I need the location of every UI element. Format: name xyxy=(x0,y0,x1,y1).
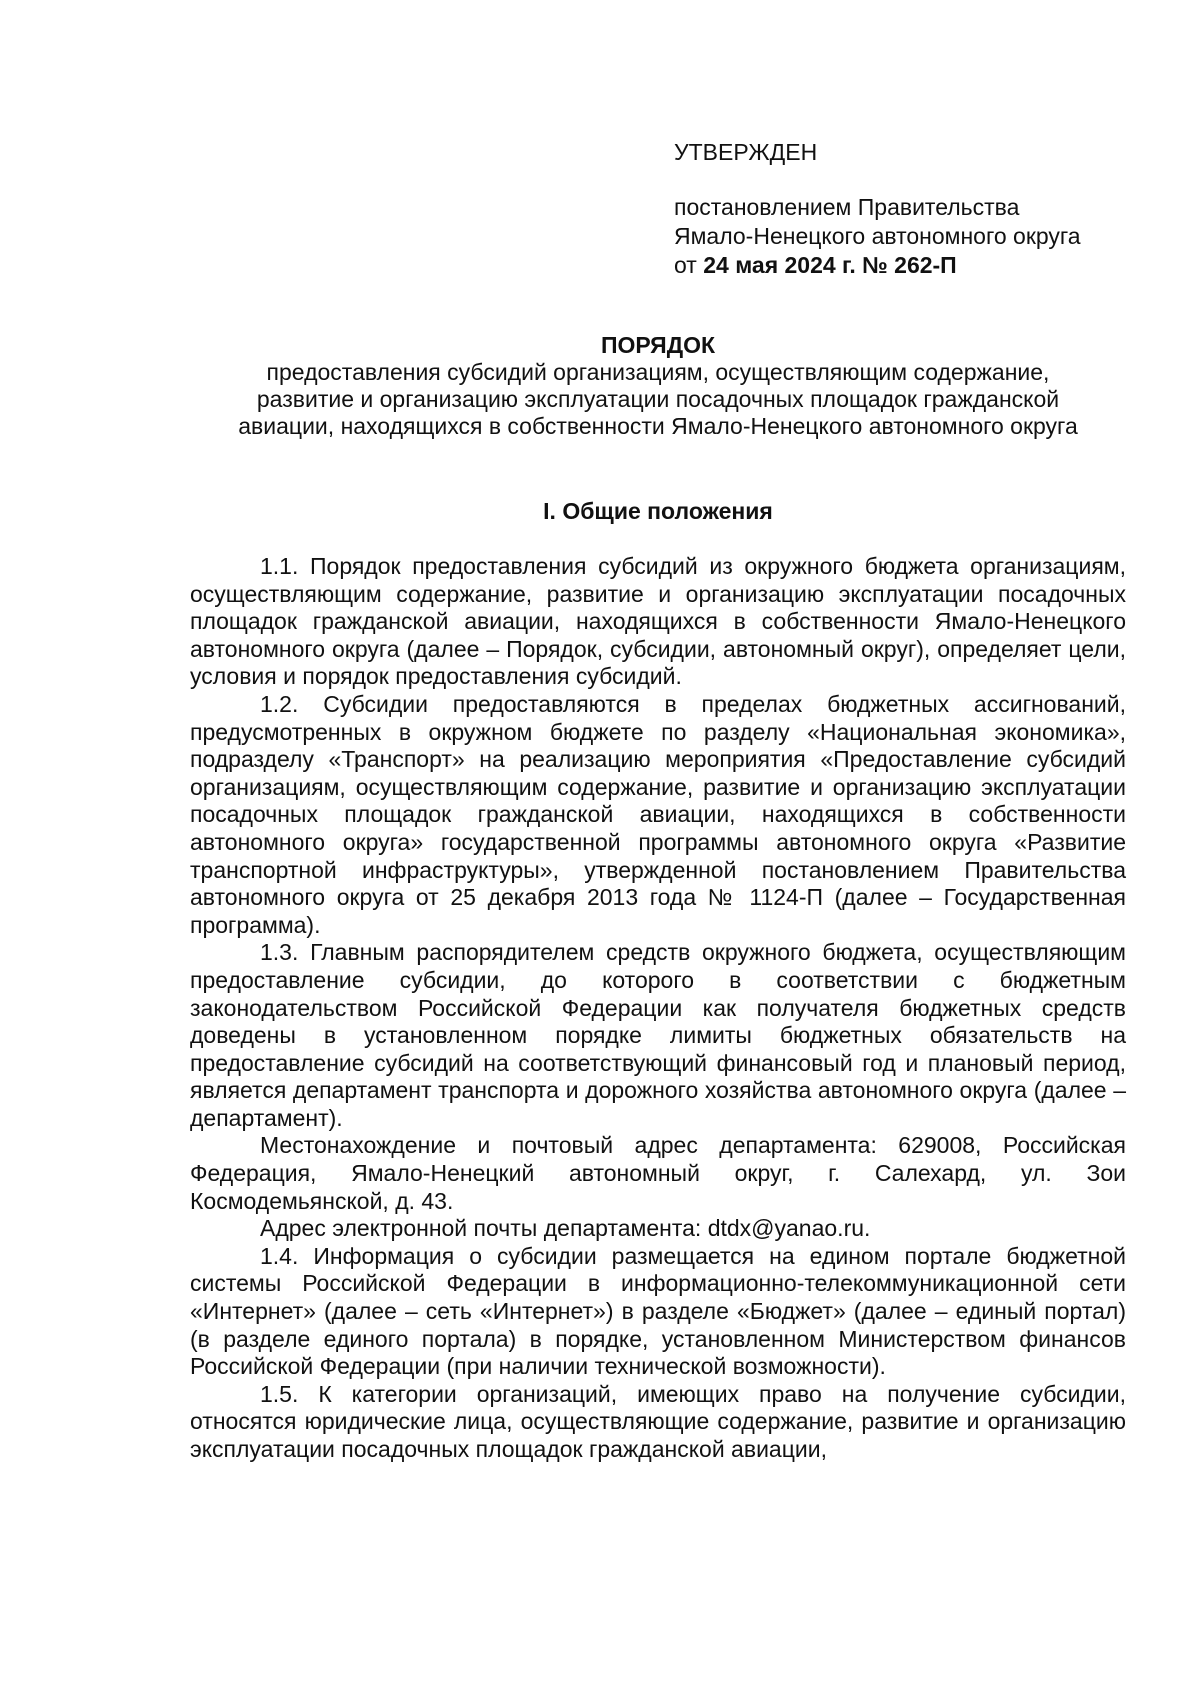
approval-date-prefix: от xyxy=(674,252,704,278)
paragraph-1-1: 1.1. Порядок предоставления субсидий из окружного бюджета организациям, осуществляющим содержание, развитие и организацию эксплуатации посадочных площадок гражданской авиации, находящихся в собственности Ямало-Ненецкого автономного округа (далее – Порядок, субсидии, автономный округ), определяет цели, условия и порядок предоставления субсидий. xyxy=(190,553,1126,690)
section-heading: I. Общие положения xyxy=(543,498,773,524)
paragraph-1-2: 1.2. Субсидии предоставляются в пределах бюджетных ассигнований, предусмотренных в окружном бюджете по разделу «Национальная экономика», подразделу «Транспорт» на реализацию мероприятия «Предоставление субсидий организациям, осуществляющим содержание, развитие и организацию эксплуатации посадочных площадок гражданской авиации, находящихся в собственности автономного округа» государственной программы автономного округа «Развитие транспортной инфраструктуры», утвержденной постановлением Правительства автономного округа от 25 декабря 2013 года № 1124-П (далее – Государственная программа). xyxy=(190,690,1126,938)
document-subtitle-line-1: предоставления субсидий организациям, осуществляющим содержание, xyxy=(266,359,1050,385)
document-title: ПОРЯДОК xyxy=(600,332,716,358)
approval-date-line xyxy=(674,251,1154,280)
paragraph-1-3: 1.3. Главным распорядителем средств окружного бюджета, осуществляющим предоставление субсидии, до которого в соответствии с бюджетным законодательством Российской Федерации как получателя бюджетных средств доведены в установленном порядке лимиты бюджетных обязательств на предоставление субсидий на соответствующий финансовый год и плановый период, является департамент транспорта и дорожного хозяйства автономного округа (далее – департамент). xyxy=(190,939,1126,1131)
paragraph-1-5: 1.5. К категории организаций, имеющих право на получение субсидии, относятся юридические лица, осуществляющие содержание, развитие и организацию эксплуатации посадочных площадок гражданской авиации, xyxy=(190,1380,1126,1462)
approval-date-number: 24 мая 2024 г. № 262-П xyxy=(703,252,957,278)
document-title-block xyxy=(190,332,1126,440)
paragraph-address: Местонахождение и почтовый адрес департамента: 629008, Российская Федерация, Ямало-Ненецкий автономный округ, г. Салехард, ул. Зои Космодемьянской, д. 43. xyxy=(190,1132,1126,1214)
approval-line-2: Ямало-Ненецкого автономного округа xyxy=(674,223,1081,249)
approved-label: УТВЕРЖДЕН xyxy=(674,139,818,165)
document-subtitle-line-3: авиации, находящихся в собственности Ямало-Ненецкого автономного округа xyxy=(238,413,1078,439)
approval-line-1: постановлением Правительства xyxy=(674,194,1020,220)
document-subtitle-line-2: развитие и организацию эксплуатации посадочных площадок гражданской xyxy=(256,386,1060,412)
document-body xyxy=(190,553,1126,1464)
paragraph-1-4: 1.4. Информация о субсидии размещается на едином портале бюджетной системы Российской Федерации в информационно-телекоммуникационной сети «Интернет» (далее – сеть «Интернет») в разделе «Бюджет» (далее – единый портал) (в разделе единого портала) в порядке, установленном Министерством финансов Российской Федерации (при наличии технической возможности). xyxy=(190,1242,1126,1380)
paragraph-email: Адрес электронной почты департамента: dtdx@yanao.ru. xyxy=(260,1215,871,1242)
approval-stamp-block xyxy=(674,138,1154,280)
